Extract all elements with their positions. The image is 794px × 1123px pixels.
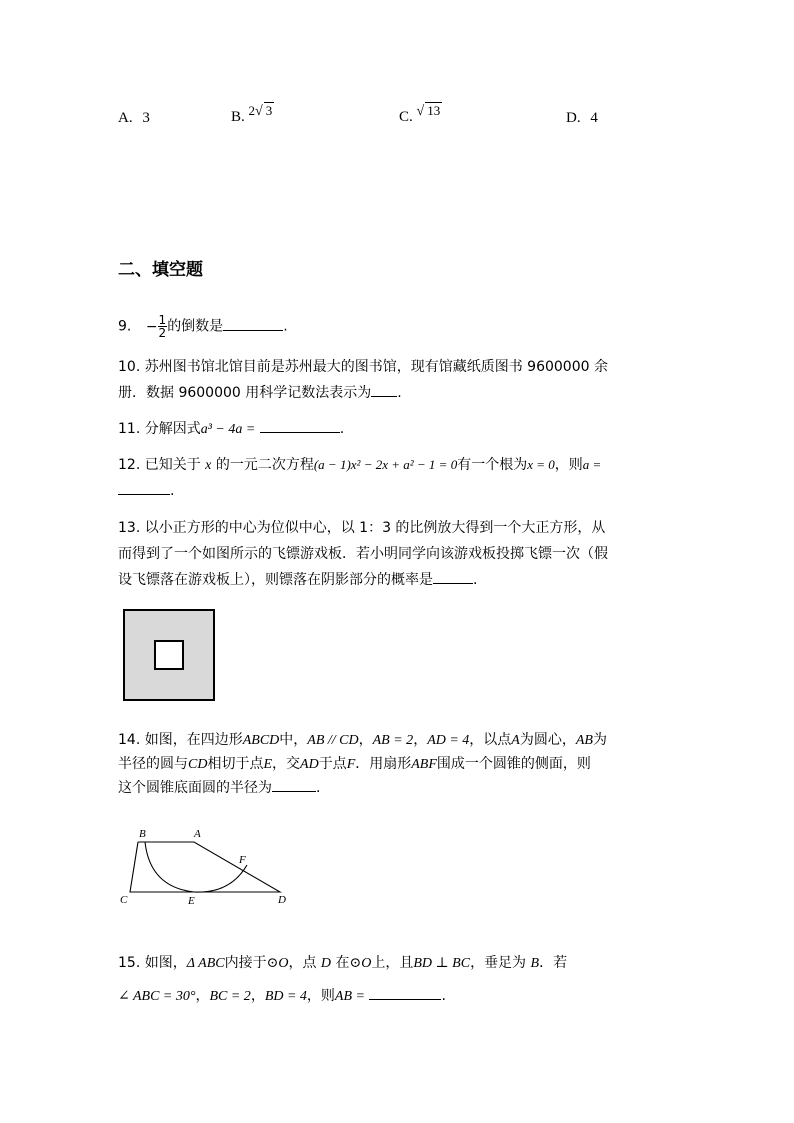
question-12-line2: . — [118, 480, 174, 502]
answer-blank[interactable] — [369, 985, 441, 1000]
question-14-line2: 半径的圆与CD相切于点E，交AD于点F．用扇形ABF围成一个圆锥的侧面，则 — [118, 756, 591, 772]
answer-blank[interactable] — [371, 382, 397, 397]
question-15-line1: 15. 如图，Δ ABC内接于⊙O，点 D 在⊙O上，且BD ⊥ BC，垂足为 B．若 — [118, 955, 568, 971]
question-11: 11. 分解因式a³ − 4a = . — [118, 418, 344, 441]
option-c: C. √ 13 — [399, 103, 441, 125]
inner-square — [154, 640, 184, 670]
question-13-line1: 13. 以小正方形的中心为位似中心，以 1：3 的比例放大得到一个大正方形，从 — [118, 520, 606, 536]
question-14-line3: 这个圆锥底面圆的半径为 . — [118, 777, 320, 799]
dartboard-figure — [123, 609, 215, 701]
question-15-line2: ∠ ABC = 30°，BC = 2，BD = 4，则AB = . — [118, 985, 446, 1008]
label-b: B — [139, 828, 146, 840]
label-f: F — [239, 854, 246, 866]
question-13-line3: 设飞镖落在游戏板上），则镖落在阴影部分的概率是 . — [118, 569, 477, 591]
sector-arc — [145, 842, 247, 892]
fraction: $\frac{1}{2}$ — [158, 313, 167, 340]
option-a: A. 3 — [118, 110, 150, 126]
question-10-line1: 10. 苏州图书馆北馆目前是苏州最大的图书馆，现有馆藏纸质图书 9600000 余 — [118, 359, 608, 375]
label-c: C — [120, 894, 128, 906]
answer-blank[interactable] — [272, 777, 316, 792]
answer-blank[interactable] — [118, 480, 170, 495]
question-9: 9. − $\frac{1}{2}$ 的倒数是 . — [118, 313, 288, 340]
section-title: 二、填空题 — [118, 260, 203, 280]
label-a: A — [194, 828, 201, 840]
answer-blank[interactable] — [223, 316, 283, 331]
option-d: D. 4 — [566, 110, 598, 126]
quadrilateral-figure — [110, 822, 300, 912]
question-10-line2: 册．数据 9600000 用科学记数法表示为 . — [118, 382, 402, 404]
answer-blank[interactable] — [433, 569, 473, 584]
option-b: B. 2√ 3 — [231, 103, 273, 125]
label-e: E — [188, 895, 195, 907]
label-d: D — [278, 894, 286, 906]
answer-blank[interactable] — [260, 418, 340, 433]
question-12-line1: 12. 已知关于 x 的一元二次方程(a − 1)x² − 2x + a² − 1 = 0有一个根为x = 0，则a = — [118, 457, 602, 473]
question-13-line2: 而得到了一个如图所示的飞镖游戏板．若小明同学向该游戏板投掷飞镖一次（假 — [118, 546, 608, 562]
question-14-line1: 14. 如图，在四边形ABCD中，AB // CD，AB = 2，AD = 4，以点A为圆心，AB为 — [118, 732, 607, 748]
